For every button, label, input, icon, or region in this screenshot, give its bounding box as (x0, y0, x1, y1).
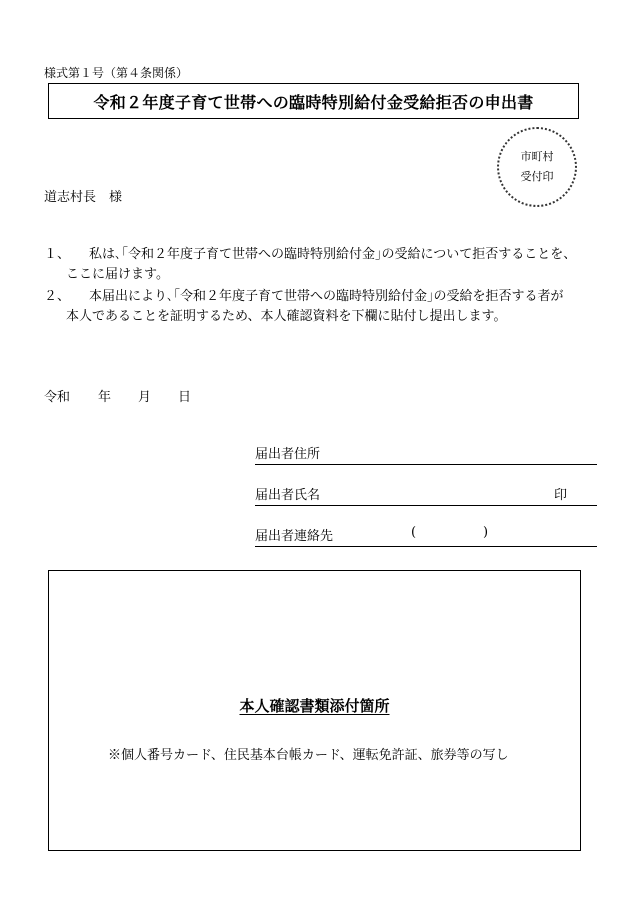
clause-text-line-2: ここに届けます。 (66, 267, 169, 282)
name-label: 届出者氏名 (255, 488, 321, 503)
paren-close: ) (483, 525, 489, 540)
attachment-note: ※個人番号カード、住民基本台帳カード、運転免許証、旅券等の写し (108, 748, 509, 763)
stamp-line-2: 受付印 (520, 170, 554, 183)
clause-2 (44, 287, 604, 327)
date-month: 月 (138, 390, 152, 405)
date-day: 日 (178, 390, 192, 405)
attachment-title: 本人確認書類添付箇所 (239, 697, 390, 715)
date-line (44, 386, 191, 405)
stamp-line-1: 市町村 (520, 150, 554, 163)
clause-number: ２、 (44, 289, 71, 304)
address-field[interactable] (255, 443, 597, 465)
form-number: 様式第１号（第４条関係） (44, 66, 189, 80)
contact-field[interactable] (255, 525, 597, 547)
clause-1 (44, 245, 604, 285)
document-title: 令和２年度子育て世帯への臨時特別給付金受給拒否の申出書 (93, 92, 534, 112)
name-field[interactable] (255, 484, 597, 506)
document-title-box (48, 83, 579, 119)
clause-number: １、 (44, 247, 71, 262)
date-era: 令和 (44, 390, 71, 405)
id-document-attachment-area[interactable] (48, 570, 581, 851)
address-label: 届出者住所 (255, 447, 321, 462)
contact-label: 届出者連絡先 (255, 529, 334, 544)
clause-text-line-2: 本人であることを証明するため、本人確認資料を下欄に貼付し提出します。 (66, 309, 507, 324)
clause-text-line-1: 私は､｢令和２年度子育て世帯への臨時特別給付金｣の受給について拒否することを、 (89, 247, 577, 262)
addressee: 道志村長 様 (44, 190, 123, 205)
clause-text-line-1: 本届出により､｢令和２年度子育て世帯への臨時特別給付金｣の受給を拒否する者が (89, 289, 564, 304)
paren-open: ( (411, 525, 417, 540)
reception-stamp-circle (497, 127, 577, 207)
date-year: 年 (98, 390, 112, 405)
seal-mark: 印 (553, 488, 567, 503)
